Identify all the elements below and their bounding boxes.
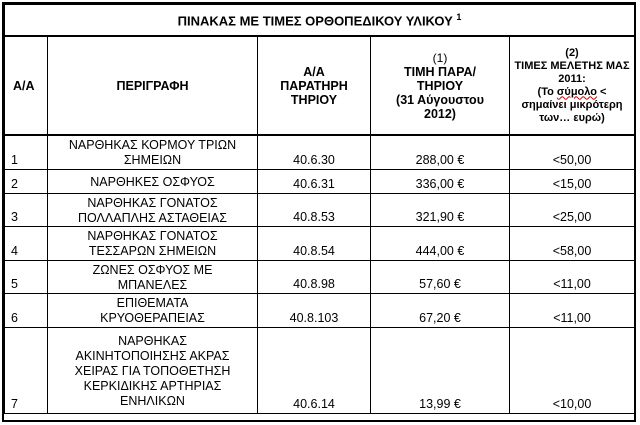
cell-aa: 2	[5, 170, 48, 194]
table-row	[5, 261, 635, 294]
description-line: ΝΑΡΘΗΚΑΣ ΓΟΝΑΤΟΣ	[87, 229, 218, 243]
header-price	[371, 36, 510, 135]
cell-study-price: <50,00	[510, 135, 635, 170]
description-line: ΣΗΜΕΙΩΝ	[123, 153, 182, 167]
header-study-note: (Το σύμολο < σημαίνει μικρότερη των… ευρώ)	[521, 85, 623, 124]
header-price-label: ΤΙΜΗ ΠΑΡΑ/ΤΗΡΙΟΥ	[404, 64, 476, 93]
cell-code: 40.6.31	[258, 170, 371, 194]
header-price-number: (1)	[432, 50, 448, 65]
table-row	[5, 170, 635, 194]
cell-description	[48, 135, 258, 170]
cell-study-price: <15,00	[510, 170, 635, 194]
cell-price: 67,20 €	[371, 294, 510, 328]
misspelled-word: σύμολο	[556, 85, 597, 98]
cell-code: 40.8.103	[258, 294, 371, 328]
cell-price: 444,00 €	[371, 227, 510, 261]
cell-description	[48, 227, 258, 261]
description-line: ΧΕΙΡΑΣ ΓΙΑ ΤΟΠΟΘΕΤΗΣΗ	[74, 363, 231, 378]
cell-description	[48, 261, 258, 294]
description-line: ΕΠΙΘΕΜΑΤΑ	[116, 296, 189, 310]
cell-code: 40.8.98	[258, 261, 371, 294]
cell-code: 40.8.53	[258, 194, 371, 227]
cell-price: 288,00 €	[371, 135, 510, 170]
cell-aa: 4	[5, 227, 48, 261]
table-row	[5, 135, 635, 170]
header-code-label: Α/Α ΠΑΡΑΤΗΡΗ ΤΗΡΙΟΥ	[280, 64, 348, 107]
table-row	[5, 194, 635, 227]
title-footnote-marker: 1	[456, 11, 462, 22]
table-title: ΠΙΝΑΚΑΣ ΜΕ ΤΙΜΕΣ ΟΡΘΟΠΕΔΙΚΟΥ ΥΛΙΚΟΥ $^1$	[5, 5, 635, 37]
header-study-title: ΤΙΜΕΣ ΜΕΛΕΤΗΣ ΜΑΣ 2011:	[514, 59, 630, 85]
cell-price: 57,60 €	[371, 261, 510, 294]
description-line: ΝΑΡΘΗΚΑΣ	[118, 333, 187, 348]
cell-code: 40.8.54	[258, 227, 371, 261]
cell-code: 40.6.14	[258, 328, 371, 414]
description-line: ΖΩΝΕΣ ΟΣΦΥΟΣ ΜΕ	[92, 262, 213, 277]
description-line: ΝΑΡΘΗΚΕΣ ΟΣΦΥΟΣ	[90, 174, 215, 189]
cell-code: 40.6.30	[258, 135, 371, 170]
cell-description	[48, 170, 258, 194]
cell-price: 13,99 €	[371, 328, 510, 414]
cell-study-price: <10,00	[510, 328, 635, 414]
price-table-frame	[2, 2, 636, 422]
cell-description	[48, 294, 258, 328]
cell-aa: 1	[5, 135, 48, 170]
description-line: ΚΕΡΚΙΔΙΚΗΣ ΑΡΤΗΡΙΑΣ	[83, 378, 222, 393]
table-row	[5, 227, 635, 261]
cell-study-price: <58,00	[510, 227, 635, 261]
header-study-number: (2)	[565, 46, 579, 59]
cell-study-price: <11,00	[510, 294, 635, 328]
description-line: ΝΑΡΘΗΚΑΣ ΓΟΝΑΤΟΣ	[87, 195, 218, 210]
description-line: ΠΟΛΛΑΠΛΗΣ ΑΣΤΑΘΕΙΑΣ	[78, 210, 227, 225]
description-line: ΝΑΡΘΗΚΑΣ ΚΟΡΜΟΥ ΤΡΙΩΝ	[68, 138, 237, 152]
cell-description	[48, 194, 258, 227]
cell-aa: 3	[5, 194, 48, 227]
header-study	[510, 36, 635, 135]
cell-description	[48, 328, 258, 414]
table-title-row	[5, 5, 635, 37]
cell-aa: 5	[5, 261, 48, 294]
header-row	[5, 36, 635, 135]
cell-price: 321,90 €	[371, 194, 510, 227]
cell-aa: 6	[5, 294, 48, 328]
header-aa: Α/Α	[5, 36, 48, 135]
table-row	[5, 328, 635, 414]
cell-price: 336,00 €	[371, 170, 510, 194]
cell-study-price: <11,00	[510, 261, 635, 294]
description-line: ΚΡΥΟΘΕΡΑΠΕΙΑΣ	[100, 311, 205, 325]
header-code	[258, 36, 371, 135]
header-price-date: (31 Αύγουστου 2012)	[396, 92, 484, 121]
header-description: ΠΕΡΙΓΡΑΦΗ	[48, 36, 258, 135]
cell-aa: 7	[5, 328, 48, 414]
description-line: ΤΕΣΣΑΡΩΝ ΣΗΜΕΙΩΝ	[88, 244, 217, 258]
description-line: ΕΝΗΛΙΚΩΝ	[120, 393, 185, 408]
table-row	[5, 294, 635, 328]
description-line: ΜΠΑΝΕΛΕΣ	[117, 277, 188, 292]
description-line: ΑΚΙΝΗΤΟΠΟΙΗΣΗΣ ΑΚΡΑΣ	[75, 348, 230, 363]
orthopedic-price-table	[4, 4, 635, 414]
cell-study-price: <25,00	[510, 194, 635, 227]
